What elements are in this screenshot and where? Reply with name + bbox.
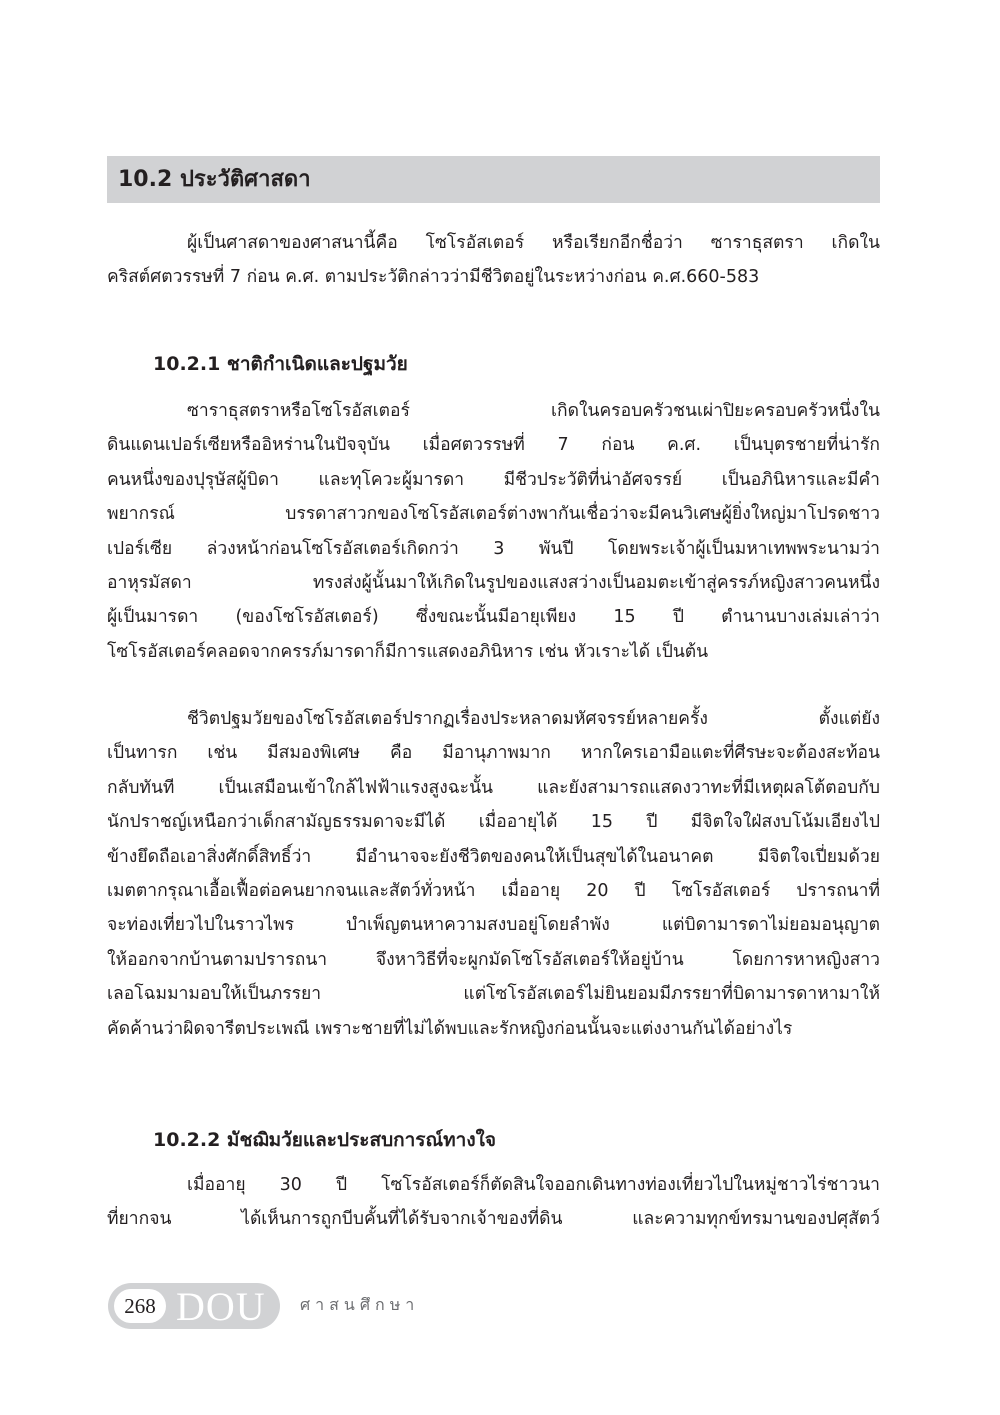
paragraph-line: คริสต์ศตวรรษที่ 7 ก่อน ค.ศ. ตามประวัติกล่าวว่ามีชีวิตอยู่ในระหว่างก่อน ค.ศ.660-583	[107, 267, 760, 288]
paragraph-line: นักปราชญ์เหนือกว่าเด็กสามัญธรรมดาจะมีได้ เมื่ออายุได้ 15 ปี มีจิตใจใฝ่สงบโน้มเอียงไป	[107, 812, 880, 833]
paragraph-line: คัดค้านว่าผิดจารีตประเพณี เพราะชายที่ไม่ได้พบและรักหญิงก่อนนั้นจะแต่งงานกันได้อย่างไร	[107, 1018, 793, 1039]
paragraph-line: ให้ออกจากบ้านตามปรารถนา จึงหาวิธีที่จะผูกมัดโซโรอัสเตอร์ให้อยู่บ้าน โดยการหาหญิงสาว	[107, 949, 880, 970]
intro-paragraph	[107, 226, 880, 295]
paragraph-line: โซโรอัสเตอร์คลอดจากครรภ์มารดาก็มีการแสดงอภินิหาร เช่น หัวเราะได้ เป็นต้น	[107, 641, 709, 662]
paragraph-line: ที่ยากจน ได้เห็นการถูกบีบคั้นที่ได้รับจากเจ้าของที่ดิน และความทุกข์ทรมานของปศุสัตว์	[107, 1209, 880, 1230]
paragraph-line: คนหนึ่งของปุรุษัสผู้บิดา และทุโควะผู้มารดา มีชีวประวัติที่น่าอัศจรรย์ เป็นอภินิหารและมีคำ	[107, 469, 880, 490]
paragraph-line: อาหุรมัสดา ทรงส่งผู้นั้นมาให้เกิดในรูปของแสงสว่างเป็นอมตะเข้าสู่ครรภ์หญิงสาวคนหนึ่ง	[107, 572, 880, 593]
middle-age-paragraph	[107, 1168, 880, 1237]
paragraph-line: ผู้เป็นมารดา (ของโซโรอัสเตอร์) ซึ่งขณะนั้นมีอายุเพียง 15 ปี ตำนานบางเล่มเล่าว่า	[107, 607, 880, 628]
paragraph-line: เมื่ออายุ 30 ปี โซโรอัสเตอร์ก็ตัดสินใจออกเดินทางท่องเที่ยวไปในหมู่ชาวไร่ชาวนา	[187, 1175, 880, 1195]
page-number: 268	[114, 1289, 166, 1323]
subsection-heading-middle-age: 10.2.2 มัชฌิมวัยและประสบการณ์ทางใจ	[153, 1129, 497, 1151]
birth-paragraph-2	[107, 702, 880, 1046]
paragraph-line: ผู้เป็นศาสดาของศาสนานี้คือ โซโรอัสเตอร์ หรือเรียกอีกชื่อว่า ซาราธุสตรา เกิดใน	[187, 233, 880, 253]
paragraph-line: เลอโฉมมามอบให้เป็นภรรยา แต่โซโรอัสเตอร์ไม่ยินยอมมีภรรยาที่บิดามารดาหามาให้	[107, 984, 880, 1005]
section-heading: 10.2 ประวัติศาสดา	[118, 167, 311, 192]
dou-logo: DOU	[176, 1284, 266, 1329]
birth-paragraph-1	[107, 394, 880, 669]
paragraph-line: ซาราธุสตราหรือโซโรอัสเตอร์ เกิดในครอบครัวชนเผ่าปิยะครอบครัวหนึ่งใน	[187, 401, 880, 421]
course-title: ศาสนศึกษา	[300, 1295, 420, 1314]
paragraph-line: เมตตากรุณาเอื้อเฟื้อต่อคนยากจนและสัตว์ทั่วหน้า เมื่ออายุ 20 ปี โซโรอัสเตอร์ ปรารถนาที่	[107, 880, 880, 901]
subsection-heading-birth: 10.2.1 ชาติกำเนิดและปฐมวัย	[153, 353, 408, 375]
paragraph-line: กลับทันที เป็นเสมือนเข้าใกล้ไฟฟ้าแรงสูงฉะนั้น และยังสามารถแสดงวาทะที่มีเหตุผลโต้ตอบกับ	[107, 777, 880, 798]
paragraph-line: เปอร์เซีย ล่วงหน้าก่อนโซโรอัสเตอร์เกิดกว่า 3 พันปี โดยพระเจ้าผู้เป็นมหาเทพพระนามว่า	[107, 538, 880, 559]
paragraph-line: ข้างยึดถือเอาสิ่งศักดิ์สิทธิ์ว่า มีอำนาจจะยังชีวิตของคนให้เป็นสุขได้ในอนาคต มีจิตใจเปี่ยมด้วย	[107, 846, 880, 867]
paragraph-line: จะท่องเที่ยวไปในราวไพร บำเพ็ญตนหาความสงบอยู่โดยลำพัง แต่บิดามารดาไม่ยอมอนุญาต	[107, 915, 880, 936]
paragraph-line: พยากรณ์ บรรดาสาวกของโซโรอัสเตอร์ต่างพากันเชื่อว่าจะมีคนวิเศษผู้ยิ่งใหญ่มาโปรดชาว	[107, 504, 880, 525]
paragraph-line: ชีวิตปฐมวัยของโซโรอัสเตอร์ปรากฏเรื่องประหลาดมหัศจรรย์หลายครั้ง ตั้งแต่ยัง	[187, 709, 880, 729]
paragraph-line: เป็นทารก เช่น มีสมองพิเศษ คือ มีอานุภาพมาก หากใครเอามือแตะที่ศีรษะจะต้องสะท้อน	[107, 743, 880, 764]
paragraph-line: ดินแดนเปอร์เซียหรืออิหร่านในปัจจุบัน เมื่อศตวรรษที่ 7 ก่อน ค.ศ. เป็นบุตรชายที่น่ารัก	[107, 435, 880, 456]
